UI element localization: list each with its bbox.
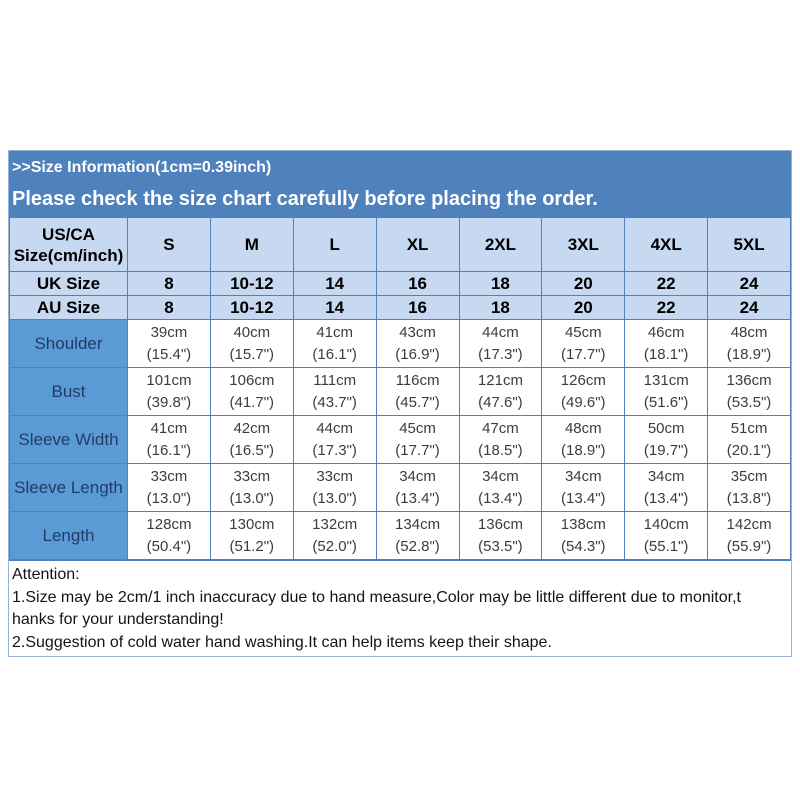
inch-value: (45.7"): [395, 393, 440, 411]
measurement-cell: [625, 464, 708, 512]
row-shoulder: [10, 320, 791, 368]
measurement-cell: [210, 512, 293, 560]
cm-value: 45cm: [399, 419, 436, 437]
measurement-cell: [376, 320, 459, 368]
measurement-cell: [708, 512, 791, 560]
cm-value: 41cm: [150, 419, 188, 437]
au-size-cell: 16: [376, 296, 459, 320]
inch-value: (18.1"): [643, 345, 689, 363]
cm-value: 126cm: [560, 371, 606, 389]
measurement-cell: [542, 368, 625, 416]
measurement-cell: [128, 320, 211, 368]
measurement-cell: [542, 464, 625, 512]
column-header-s: S: [128, 218, 211, 272]
au-size-cell: 18: [459, 296, 542, 320]
cm-value: 101cm: [146, 371, 192, 389]
measurement-cell: [708, 320, 791, 368]
cm-value: 33cm: [316, 467, 354, 485]
size-info-title: >>Size Information(1cm=0.39inch): [9, 151, 791, 184]
inch-value: (53.5"): [478, 537, 523, 555]
measurement-cell: [128, 512, 211, 560]
attention-line: 2.Suggestion of cold water hand washing.It can help items keep their shape.: [12, 633, 552, 651]
cm-value: 33cm: [150, 467, 188, 485]
measurement-label: Bust: [10, 368, 128, 416]
measurement-cell: [542, 512, 625, 560]
cm-value: 35cm: [730, 467, 768, 485]
column-header-xl: XL: [376, 218, 459, 272]
cm-value: 128cm: [146, 515, 192, 533]
cm-value: 47cm: [482, 419, 519, 437]
measurement-cell: [625, 416, 708, 464]
cm-value: 106cm: [229, 371, 275, 389]
inch-value: (13.4"): [478, 489, 523, 507]
cm-value: 42cm: [233, 419, 271, 437]
cm-value: 46cm: [647, 323, 685, 341]
measurement-cell: [293, 368, 376, 416]
cm-value: 48cm: [564, 419, 602, 437]
inch-value: (17.7"): [561, 345, 606, 363]
inch-value: (20.1"): [726, 441, 772, 459]
cm-value: 134cm: [395, 515, 441, 533]
cm-value: 44cm: [482, 323, 519, 341]
inch-value: (43.7"): [312, 393, 357, 411]
cm-value: 130cm: [229, 515, 275, 533]
attention-line: 1.Size may be 2cm/1 inch inaccuracy due to hand measure,Color may be little different due to monitor,t: [12, 588, 741, 606]
inch-value: (13.8"): [726, 489, 772, 507]
inch-value: (39.8"): [146, 393, 192, 411]
measurement-cell: [625, 368, 708, 416]
measurement-cell: [708, 368, 791, 416]
measurement-label: Shoulder: [10, 320, 128, 368]
measurement-cell: [128, 416, 211, 464]
inch-value: (55.9"): [726, 537, 772, 555]
inch-value: (50.4"): [146, 537, 192, 555]
cm-value: 39cm: [150, 323, 188, 341]
inch-value: (16.9"): [395, 345, 440, 363]
au-size-label: AU Size: [10, 296, 128, 320]
column-header-5xl: 5XL: [708, 218, 791, 272]
inch-value: (51.2"): [229, 537, 275, 555]
measurement-cell: [459, 368, 542, 416]
corner-header-line2: Size(cm/inch): [13, 245, 124, 265]
cm-value: 140cm: [643, 515, 689, 533]
au-size-cell: 22: [625, 296, 708, 320]
measurement-cell: [293, 416, 376, 464]
au-size-cell: 14: [293, 296, 376, 320]
uk-size-label: UK Size: [10, 272, 128, 296]
inch-value: (55.1"): [643, 537, 689, 555]
column-header-2xl: 2XL: [459, 218, 542, 272]
uk-size-cell: 10-12: [210, 272, 293, 296]
cm-value: 116cm: [395, 371, 440, 389]
uk-size-row: [10, 272, 791, 296]
measurement-cell: [210, 320, 293, 368]
table-header-row: [10, 218, 791, 272]
measurement-cell: [542, 320, 625, 368]
column-header-4xl: 4XL: [625, 218, 708, 272]
inch-value: (17.3"): [478, 345, 523, 363]
inch-value: (13.4"): [561, 489, 606, 507]
au-size-cell: 10-12: [210, 296, 293, 320]
uk-size-cell: 20: [542, 272, 625, 296]
au-size-cell: 24: [708, 296, 791, 320]
cm-value: 138cm: [560, 515, 606, 533]
column-header-l: L: [293, 218, 376, 272]
cm-value: 131cm: [643, 371, 689, 389]
cm-value: 40cm: [233, 323, 271, 341]
measurement-cell: [459, 512, 542, 560]
row-bust: [10, 368, 791, 416]
size-chart-warning: Please check the size chart carefully before placing the order.: [9, 184, 791, 217]
cm-value: 111cm: [313, 371, 357, 389]
cm-value: 44cm: [316, 419, 354, 437]
measurement-cell: [128, 368, 211, 416]
corner-header: [10, 218, 128, 272]
cm-value: 41cm: [316, 323, 354, 341]
row-length: [10, 512, 791, 560]
measurement-cell: [376, 512, 459, 560]
inch-value: (17.7"): [395, 441, 440, 459]
cm-value: 136cm: [477, 515, 523, 533]
measurement-label: Sleeve Length: [10, 464, 128, 512]
inch-value: (13.0"): [146, 489, 192, 507]
inch-value: (49.6"): [561, 393, 606, 411]
cm-value: 33cm: [233, 467, 271, 485]
measurement-cell: [708, 464, 791, 512]
row-sleeve-width: [10, 416, 791, 464]
measurement-cell: [210, 416, 293, 464]
measurement-cell: [376, 464, 459, 512]
au-size-cell: 20: [542, 296, 625, 320]
inch-value: (13.0"): [229, 489, 275, 507]
uk-size-cell: 16: [376, 272, 459, 296]
uk-size-cell: 8: [128, 272, 211, 296]
inch-value: (52.8"): [395, 537, 440, 555]
inch-value: (13.4"): [395, 489, 440, 507]
attention-line: hanks for your understanding!: [12, 611, 224, 628]
measurement-label: Length: [10, 512, 128, 560]
measurement-cell: [459, 416, 542, 464]
measurement-cell: [459, 464, 542, 512]
measurement-cell: [625, 320, 708, 368]
inch-value: (53.5"): [726, 393, 772, 411]
uk-size-cell: 14: [293, 272, 376, 296]
cm-value: 142cm: [726, 515, 772, 533]
cm-value: 34cm: [564, 467, 602, 485]
attention-note: [9, 560, 791, 656]
inch-value: (13.0"): [312, 489, 357, 507]
measurement-cell: [293, 464, 376, 512]
measurement-cell: [376, 416, 459, 464]
measurement-label: Sleeve Width: [10, 416, 128, 464]
measurement-cell: [210, 368, 293, 416]
uk-size-cell: 22: [625, 272, 708, 296]
inch-value: (15.4"): [146, 345, 192, 363]
column-header-3xl: 3XL: [542, 218, 625, 272]
inch-value: (52.0"): [312, 537, 357, 555]
size-chart-table-container: [8, 150, 792, 657]
measurement-cell: [542, 416, 625, 464]
measurement-cell: [459, 320, 542, 368]
cm-value: 50cm: [647, 419, 685, 437]
cm-value: 34cm: [482, 467, 519, 485]
inch-value: (16.1"): [146, 441, 192, 459]
inch-value: (47.6"): [478, 393, 523, 411]
measurement-cell: [708, 416, 791, 464]
cm-value: 34cm: [399, 467, 436, 485]
inch-value: (18.9"): [561, 441, 606, 459]
inch-value: (15.7"): [229, 345, 275, 363]
size-table: [9, 217, 791, 560]
measurement-cell: [128, 464, 211, 512]
inch-value: (54.3"): [561, 537, 606, 555]
inch-value: (13.4"): [643, 489, 689, 507]
au-size-row: [10, 296, 791, 320]
cm-value: 121cm: [477, 371, 523, 389]
column-header-m: M: [210, 218, 293, 272]
uk-size-cell: 18: [459, 272, 542, 296]
measurement-cell: [625, 512, 708, 560]
measurement-cell: [293, 512, 376, 560]
inch-value: (51.6"): [643, 393, 689, 411]
attention-line: Attention:: [12, 566, 80, 583]
measurement-cell: [293, 320, 376, 368]
inch-value: (18.5"): [478, 441, 523, 459]
cm-value: 34cm: [647, 467, 685, 485]
cm-value: 43cm: [399, 323, 436, 341]
measurement-cell: [376, 368, 459, 416]
inch-value: (19.7"): [643, 441, 689, 459]
row-sleeve-length: [10, 464, 791, 512]
corner-header-line1: US/CA: [42, 224, 95, 244]
measurement-cell: [210, 464, 293, 512]
inch-value: (16.1"): [312, 345, 357, 363]
inch-value: (17.3"): [312, 441, 357, 459]
inch-value: (16.5"): [229, 441, 275, 459]
cm-value: 48cm: [730, 323, 768, 341]
inch-value: (18.9"): [726, 345, 772, 363]
inch-value: (41.7"): [229, 393, 275, 411]
uk-size-cell: 24: [708, 272, 791, 296]
cm-value: 136cm: [726, 371, 772, 389]
au-size-cell: 8: [128, 296, 211, 320]
cm-value: 51cm: [730, 419, 768, 437]
cm-value: 132cm: [312, 515, 358, 533]
cm-value: 45cm: [564, 323, 602, 341]
